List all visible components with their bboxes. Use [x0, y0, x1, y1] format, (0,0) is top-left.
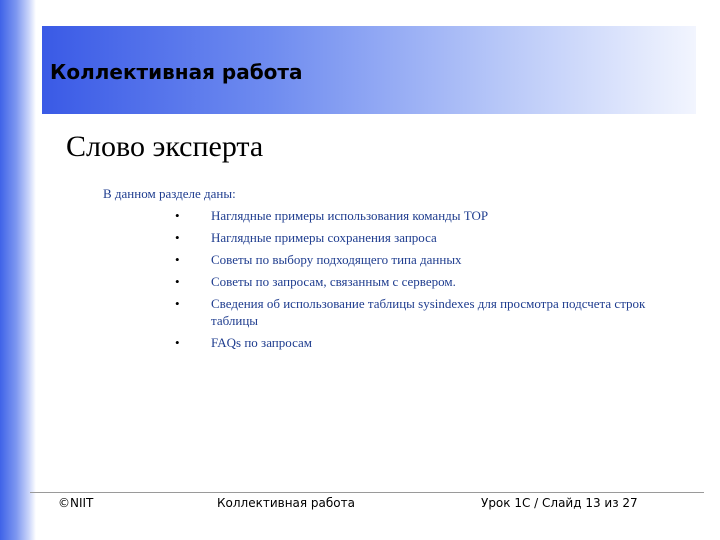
- bullet-icon: •: [175, 296, 180, 311]
- left-decorative-bar: [0, 0, 36, 540]
- bullet-icon: •: [175, 252, 180, 267]
- list-item-text: Советы по запросам, связанным с сервером.: [211, 274, 456, 289]
- footer-course-title: Коллективная работа: [217, 496, 355, 510]
- list-item: [175, 334, 695, 351]
- list-item: [175, 229, 695, 246]
- list-item-text: Советы по выбору подходящего типа данных: [211, 252, 462, 267]
- header-title: Коллективная работа: [50, 60, 303, 84]
- bullet-icon: •: [175, 274, 180, 289]
- list-item: [175, 295, 695, 329]
- footer-copyright: ©NIIT: [58, 496, 94, 510]
- bullet-icon: •: [175, 208, 180, 223]
- bullet-icon: •: [175, 335, 180, 350]
- footer-divider: [30, 492, 704, 493]
- slide-title: Слово эксперта: [66, 130, 264, 163]
- list-item-text: Наглядные примеры сохранения запроса: [211, 230, 437, 245]
- list-item-text: FAQs по запросам: [211, 335, 312, 350]
- list-item-text: Сведения об использование таблицы sysindexes для просмотра подсчета строк таблицы: [211, 296, 646, 328]
- bullet-list: [175, 207, 695, 356]
- intro-text: В данном разделе даны:: [103, 186, 236, 201]
- footer-slide-number: Урок 1C / Слайд 13 из 27: [481, 496, 638, 510]
- list-item: [175, 273, 695, 290]
- bullet-icon: •: [175, 230, 180, 245]
- list-item-text: Наглядные примеры использования команды TOP: [211, 208, 489, 223]
- list-item: [175, 251, 695, 268]
- list-item: [175, 207, 695, 224]
